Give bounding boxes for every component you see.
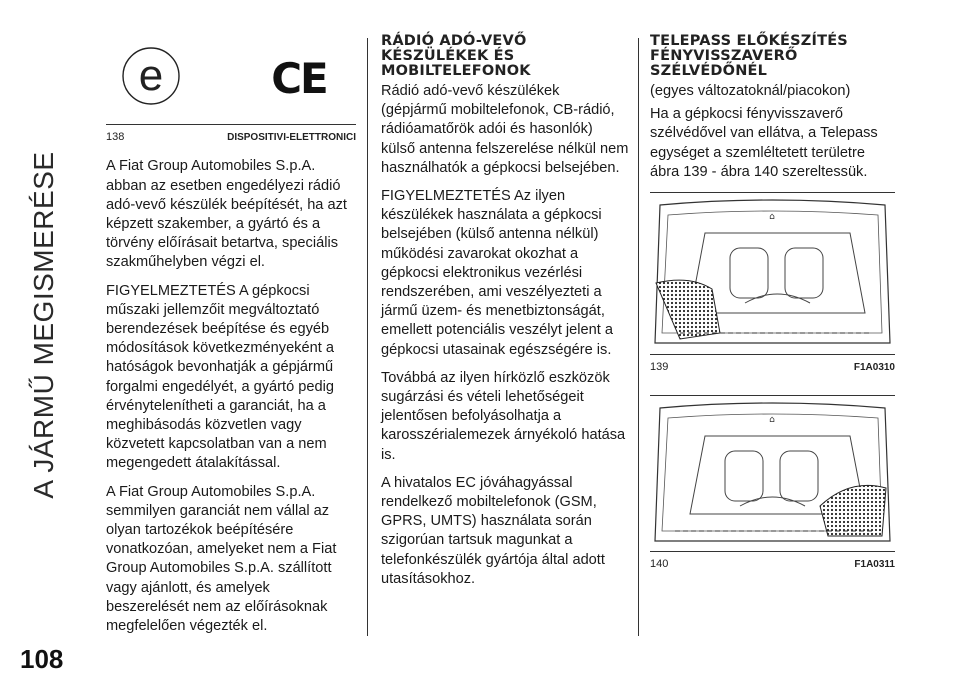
svg-text:⌂: ⌂ [769,212,775,223]
figure-138 [106,30,356,147]
paragraph: Továbbá az ilyen hírközlő eszközök sugárzási és vételi lehetőségeit jelentősen befolyásolhatja a karosszérialemezek árnyékoló hatása is. [381,369,626,463]
telepass-area-dotted [656,280,720,339]
warning-paragraph: FIGYELMEZTETÉS A gépkocsi műszaki jellemzőit megváltoztató berendezések beépítése és egyéb módosítások következményeként a hatóságok bevonhatják a gépjármű forgalmi engedélyét, a gyártó pedig érvénytelenítheti a garanciát, ha a meghibásodás közvetlen vagy közvetett kapcsolatban van a nem megengedett átalakítással. [106,282,334,472]
e-mark-icon: e [138,51,164,100]
paragraph: Rádió adó-vevő készülékek (gépjármű mobiltelefonok, CB-rádió, rádióamatőrök adói és hasonlók) külső antenna felszerelése nélkül nem használhatók a gépkocsi belsejében. [381,83,629,176]
section-heading-radio: RÁDIÓ ADÓ-VEVŐ KÉSZÜLÉKEK ÉS MOBILTELEFONOK [381,33,531,79]
column-2 [381,30,629,598]
figure-rule [106,124,356,125]
page-number: 108 [20,644,64,674]
paragraph: A Fiat Group Automobiles S.p.A. semmilyen garanciát nem vállal az olyan tartozékok beépítésére vonatkozóan, amelyeket nem a Fiat Group Automobiles S.p.A. szállított vagy ajánlott, és amelyek beszerelését nem az előírásoknak megfelelően végezték el. [106,483,337,635]
figure-number: 139 [650,361,669,374]
figure-number: 138 [106,131,125,144]
column-3 [650,30,895,574]
paragraph: A Fiat Group Automobiles S.p.A. abban az esetben engedélyezi rádió adó-vevő készülék beépítését, ha azt képzett szakember, a gyártó és a törvény előírásait betartva, speciális szakműhelyben végzi el. [106,158,347,271]
section-heading-telepass: TELEPASS ELŐKÉSZÍTÉS FÉNYVISSZAVERŐ SZÉLVÉDŐNÉL [650,33,848,79]
warning-paragraph: FIGYELMEZTETÉS Az ilyen készülékek használata a gépkocsi belsejében (külső antenna nélkül) működési zavarokat okozhat a gépkocsi elektronikus vezérlési rendszerében, ami veszélyezteti a jármű üzem- és menetbiztonságát, emellett potenciális veszélyt jelent a gépkocsi utasainak egészségére is. [381,188,613,358]
paragraph: Ha a gépkocsi fényvisszaverő szélvédővel van ellátva, a Telepass egységet a szemléltetett területre ábra 139 - ábra 140 szereltessük. [650,106,878,180]
column-divider-2 [638,38,639,636]
figure-140 [650,395,895,573]
figure-code: DISPOSITIVI-ELETTRONICI [227,132,356,144]
figure-code: F1A0310 [853,362,895,374]
column-1 [106,30,356,645]
side-section-title: A JÁRMŰ MEGISMERÉSE [28,151,59,499]
approval-marks-illustration [106,30,356,118]
svg-text:⌂: ⌂ [769,415,775,426]
windshield-illustration-140 [650,396,895,544]
figure-139 [650,192,895,377]
figure-number: 140 [650,557,669,570]
figure-code: F1A0311 [854,558,895,570]
windshield-illustration-139 [650,193,895,348]
telepass-area-dotted [820,486,886,537]
ce-mark-icon: CE [271,54,327,103]
subtitle: (egyes változatoknál/piacokon) [650,83,851,99]
paragraph: A hivatalos EC jóváhagyással rendelkező mobiltelefonok (GSM, GPRS, UMTS) használata során szigorúan tartsuk magunkat a telefonkészülék gyártója által adott utasításokhoz. [381,474,605,587]
column-divider-1 [367,38,368,636]
